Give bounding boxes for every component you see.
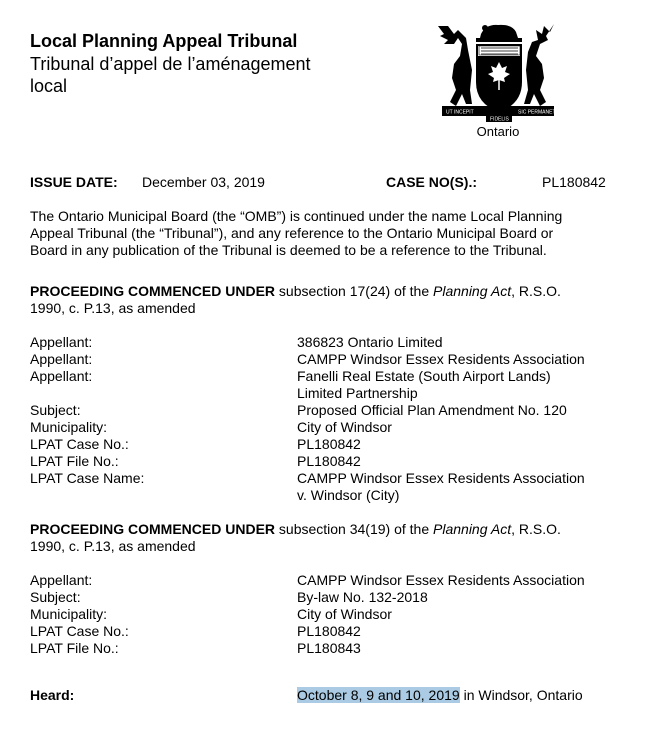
p2-appellant-value: CAMPP Windsor Essex Residents Association xyxy=(297,572,585,588)
heard-location: in Windsor, Ontario xyxy=(459,687,583,703)
proceeding-2-heading xyxy=(30,521,610,555)
p1-appellant2-label: Appellant: xyxy=(30,351,93,367)
p2-municipality-label: Municipality: xyxy=(30,606,108,622)
p1-municipality-value: City of Windsor xyxy=(297,419,392,435)
p1-file-no-value: PL180842 xyxy=(297,453,361,469)
heard-dates-selected-text[interactable]: October 8, 9 and 10, 2019 xyxy=(297,687,460,703)
tribunal-title-fr-line2: local xyxy=(30,76,68,96)
p1-case-no-value: PL180842 xyxy=(297,436,361,452)
p1-case-name-line2: v. Windsor (City) xyxy=(297,487,400,503)
svg-text:FIDELIS: FIDELIS xyxy=(490,116,509,123)
intro-line: Appeal Tribunal (the “Tribunal”), and any reference to the Ontario Municipal Board or xyxy=(30,225,554,241)
proceeding-text: subsection 17(24) of the xyxy=(275,283,434,299)
tribunal-title-en: Local Planning Appeal Tribunal xyxy=(30,31,298,51)
issue-date-value: December 03, 2019 xyxy=(142,174,265,190)
intro-paragraph xyxy=(30,208,610,259)
p2-appellant-label: Appellant: xyxy=(30,572,93,588)
proceeding-lead: PROCEEDING COMMENCED UNDER xyxy=(30,283,276,299)
p1-municipality-label: Municipality: xyxy=(30,419,108,435)
p2-subject-value: By-law No. 132-2018 xyxy=(297,589,428,605)
act-name: Planning Act xyxy=(433,521,512,537)
p1-appellant3-line1: Fanelli Real Estate (South Airport Lands) xyxy=(297,368,551,384)
ontario-wordmark: Ontario xyxy=(476,124,520,139)
p1-case-name-value xyxy=(297,470,617,504)
p1-file-no-label: LPAT File No.: xyxy=(30,453,119,469)
p1-subject-value: Proposed Official Plan Amendment No. 120 xyxy=(297,402,567,418)
intro-line: The Ontario Municipal Board (the “OMB”) is continued under the name Local Planning xyxy=(30,208,563,224)
proceeding-text: , R.S.O. xyxy=(511,521,561,537)
p2-case-no-label: LPAT Case No.: xyxy=(30,623,129,639)
p2-file-no-value: PL180843 xyxy=(297,640,361,656)
p1-appellant2-value: CAMPP Windsor Essex Residents Association xyxy=(297,351,585,367)
case-no-label: CASE NO(S).: xyxy=(386,174,477,190)
p1-case-name-label: LPAT Case Name: xyxy=(30,470,145,486)
coat-of-arms-icon xyxy=(436,20,560,124)
intro-line: Board in any publication of the Tribunal is deemed to be a reference to the Tribunal. xyxy=(30,242,547,258)
p1-appellant1-value: 386823 Ontario Limited xyxy=(297,334,443,350)
proceeding-lead: PROCEEDING COMMENCED UNDER xyxy=(30,521,276,537)
act-name: Planning Act xyxy=(433,283,512,299)
proceeding-line2: 1990, c. P.13, as amended xyxy=(30,300,196,316)
p2-municipality-value: City of Windsor xyxy=(297,606,392,622)
heard-label: Heard: xyxy=(30,687,75,703)
proceeding-text: subsection 34(19) of the xyxy=(275,521,434,537)
proceeding-text: , R.S.O. xyxy=(511,283,561,299)
case-no-value: PL180842 xyxy=(542,174,606,190)
proceeding-line2: 1990, c. P.13, as amended xyxy=(30,538,196,554)
p1-subject-label: Subject: xyxy=(30,402,81,418)
tribunal-title-fr-line1: Tribunal d’appel de l’aménagement xyxy=(30,54,311,74)
p1-appellant1-label: Appellant: xyxy=(30,334,93,350)
p2-subject-label: Subject: xyxy=(30,589,81,605)
p1-appellant3-value xyxy=(297,368,617,402)
p2-case-no-value: PL180842 xyxy=(297,623,361,639)
p1-case-no-label: LPAT Case No.: xyxy=(30,436,129,452)
proceeding-1-heading xyxy=(30,283,610,317)
svg-text:UT INCEPIT: UT INCEPIT xyxy=(446,109,474,116)
svg-text:SIC PERMANET: SIC PERMANET xyxy=(518,109,556,116)
p1-appellant3-line2: Limited Partnership xyxy=(297,385,418,401)
p1-appellant3-label: Appellant: xyxy=(30,368,93,384)
ontario-coat-of-arms-logo xyxy=(436,20,560,140)
p2-file-no-label: LPAT File No.: xyxy=(30,640,119,656)
heard-value xyxy=(297,687,617,704)
p1-case-name-line1: CAMPP Windsor Essex Residents Association xyxy=(297,470,585,486)
issue-date-label: ISSUE DATE: xyxy=(30,174,118,190)
